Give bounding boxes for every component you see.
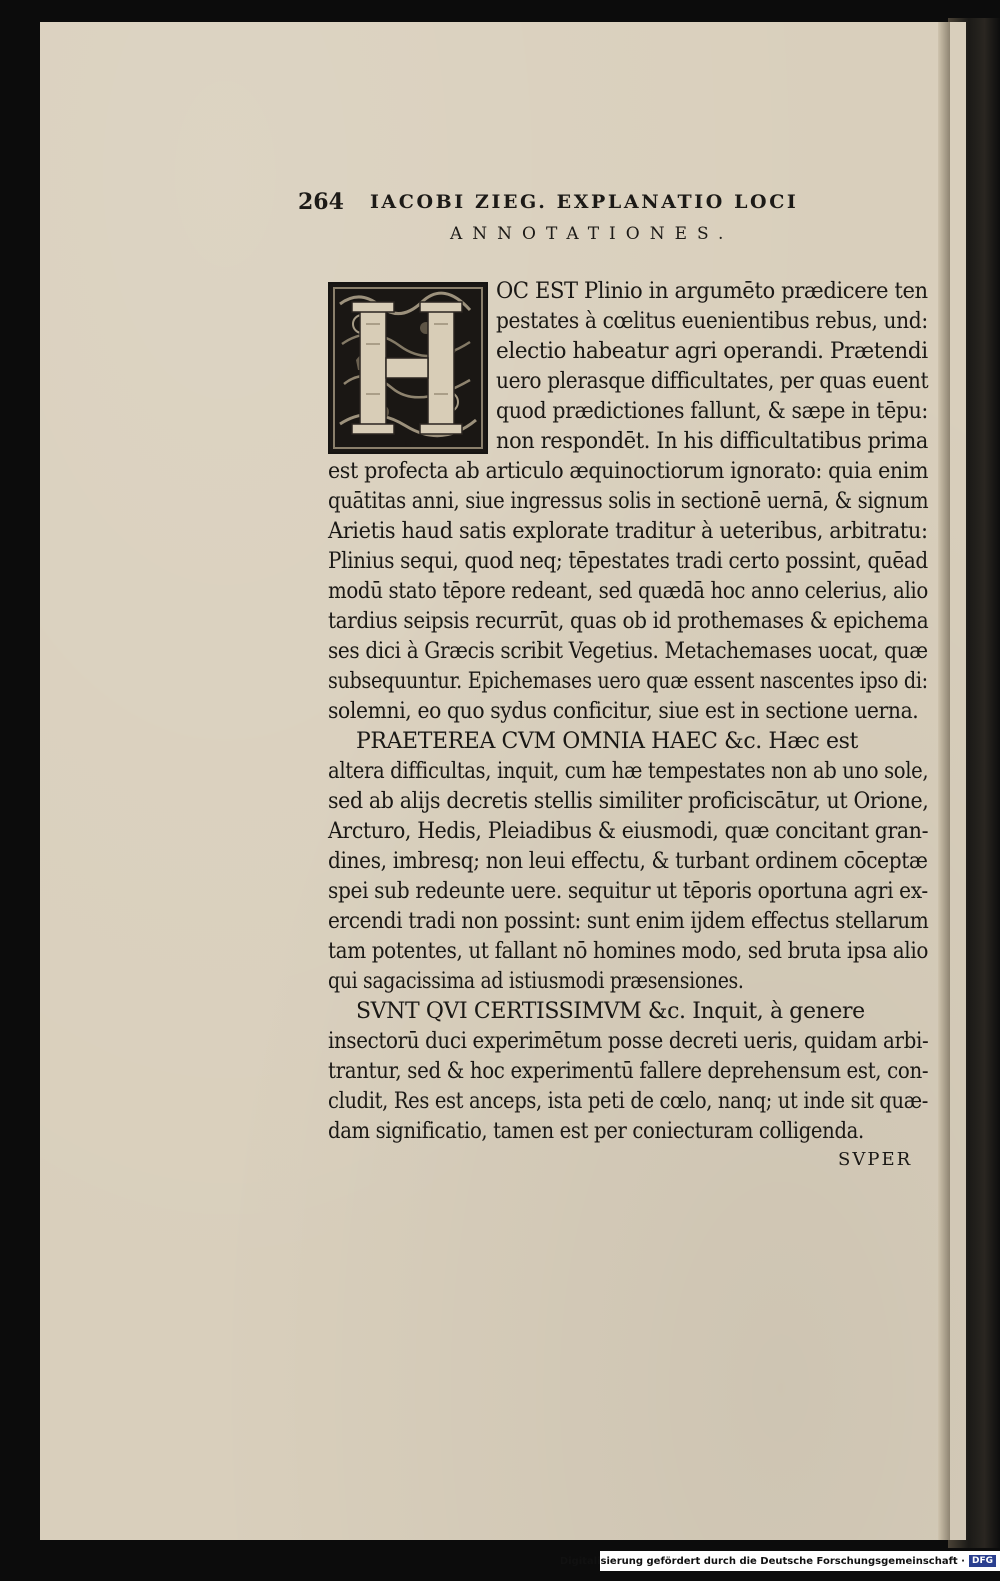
text-line: ses dici à Græcis scribit Vegetius. Metachemases uocat, quæ (328, 639, 928, 664)
text-line: sed ab alijs decretis stellis similiter proficiscātur, ut Orione, (328, 789, 929, 814)
text-line: est profecta ab articulo æquinoctiorum ignorato: quia enim (328, 459, 929, 484)
text-line: OC EST Plinio in argumēto prædicere ten (496, 279, 928, 304)
text-line: cludit, Res est anceps, ista peti de cœlo, nanq; ut inde sit quæ- (328, 1089, 928, 1114)
footer-credit-bar (559, 1551, 1000, 1571)
decorated-initial (328, 282, 488, 454)
text-line: qui sagacissima ad istiusmodi præsensiones. (328, 969, 744, 994)
text-line: spei sub redeunte uere. sequitur ut tēporis oportuna agri ex- (328, 879, 928, 904)
catchword: SVPER (838, 1149, 913, 1170)
page-edge (938, 22, 950, 1540)
page-header (298, 184, 928, 220)
text-line: pestates à cœlitus euenientibus rebus, und: (496, 309, 928, 334)
text-line: Arcturo, Hedis, Pleiadibus & eiusmodi, quæ concitant gran- (328, 819, 929, 844)
text-line: altera difficultas, inquit, cum hæ tempestates non ab uno sole, (328, 759, 929, 784)
text-line: Plinius sequi, quod neq; tēpestates tradi certo possint, quēad (328, 549, 928, 574)
section-title: ANNOTATIONES. (450, 224, 734, 244)
text-line: uero plerasque difficultates, per quas euent (496, 369, 929, 394)
text-line: electio habeatur agri operandi. Prætendi (496, 339, 928, 364)
text-line: quātitas anni, siue ingressus solis in sectionē uernā, & signum (328, 489, 929, 514)
text-line: ercendi tradi non possint: sunt enim ijdem effectus stellarum (328, 909, 929, 934)
text-line: trantur, sed & hoc experimentū fallere deprehensum est, con- (328, 1059, 929, 1084)
text-line: dam significatio, tamen est per coniecturam colligenda. (328, 1119, 864, 1144)
text-line: modū stato tēpore redeant, sed quædā hoc anno celerius, alio (328, 579, 928, 604)
funding-credit: Digitalisierung gefördert durch die Deutsche Forschungsgemeinschaft · (559, 1555, 965, 1567)
text-line: subsequuntur. Epichemases uero quæ essent nascentes ipso di: (328, 669, 928, 694)
woodcut-initial-icon (330, 284, 486, 452)
text-line: non respondēt. In his difficultatibus prima (496, 429, 928, 454)
text-line: SVNT QVI CERTISSIMVM &c. Inquit, à genere (356, 999, 865, 1024)
text-line: solemni, eo quo sydus conficitur, siue est in sectione uerna. (328, 699, 919, 724)
initial-letter-text: H (404, 439, 412, 448)
text-line: Arietis haud satis explorate traditur à ueteribus, arbitratu: (328, 519, 928, 544)
running-head: IACOBI ZIEG. EXPLANATIO LOCI (369, 191, 799, 213)
text-line: tam potentes, ut fallant nō homines modo, sed bruta ipsa alio (328, 939, 929, 964)
text-line: quod prædictiones fallunt, & sæpe in tēpu: (496, 399, 928, 424)
text-line: tardius seipsis recurrūt, quas ob id prothemases & epichema (328, 609, 929, 634)
text-line: dines, imbresq; non leui effectu, & turbant ordinem cōceptæ (328, 849, 928, 874)
dfg-logo: DFG (969, 1555, 996, 1567)
text-line: insectorū duci experimētum posse decreti ueris, quidam arbi- (328, 1029, 929, 1054)
page-number: 264 (298, 189, 344, 215)
text-line: PRAETEREA CVM OMNIA HAEC &c. Hæc est (356, 729, 858, 754)
